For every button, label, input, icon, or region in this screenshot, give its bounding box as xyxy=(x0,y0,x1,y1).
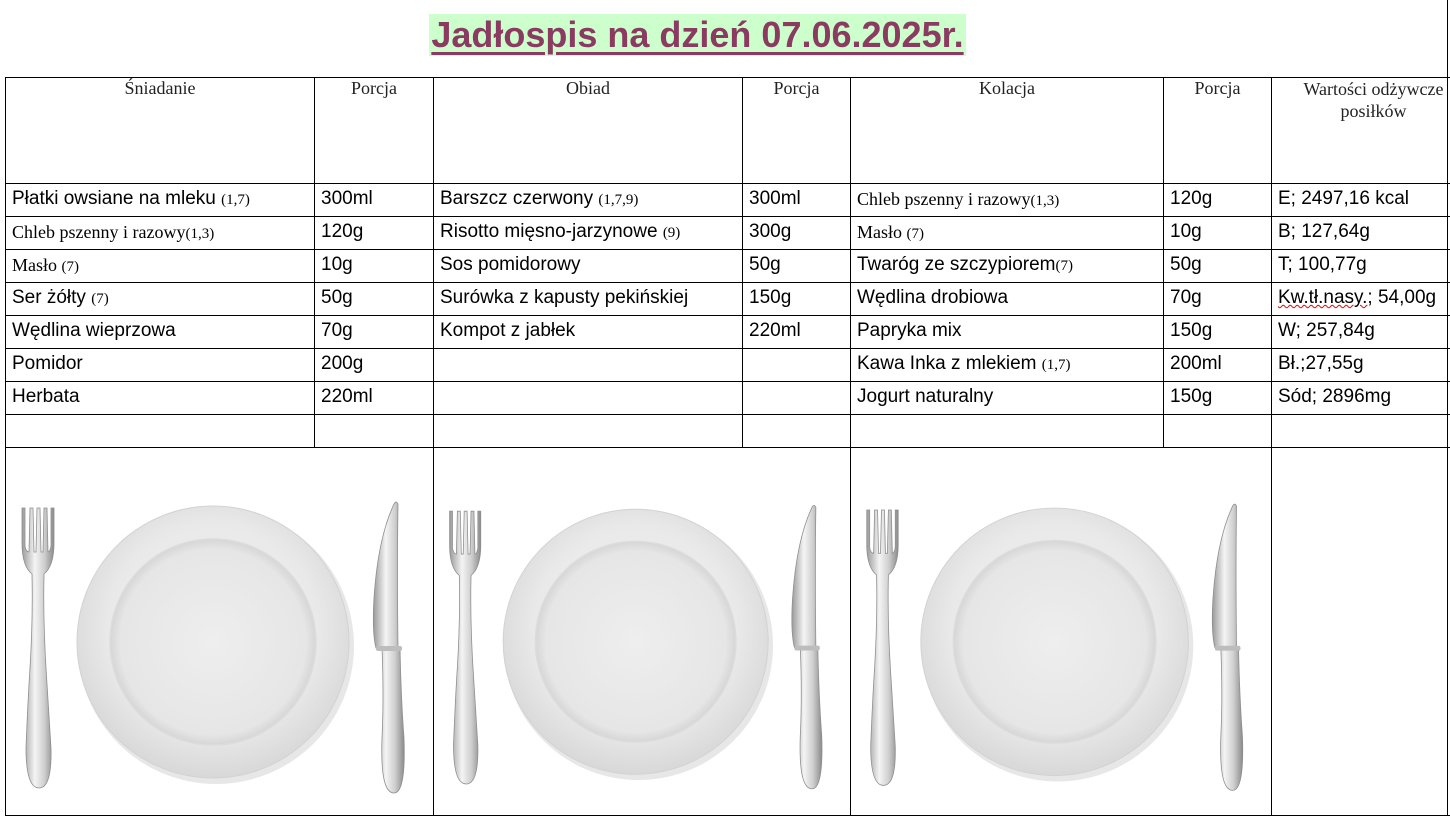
breakfast-portion: 10g xyxy=(315,250,434,283)
allergens: (7) xyxy=(906,226,924,242)
allergens: (1,3) xyxy=(1030,193,1060,209)
nutrition-value: Bł.;27,55g xyxy=(1272,349,1450,382)
header-portion: Porcja xyxy=(315,78,434,184)
lunch-portion xyxy=(743,382,851,415)
table-row-empty xyxy=(6,415,1450,448)
dinner-item xyxy=(851,316,1164,349)
dish-name: Masło xyxy=(12,255,57,275)
empty-cell xyxy=(1272,415,1450,448)
plate-fork-knife-image xyxy=(434,448,849,815)
breakfast-item xyxy=(6,217,315,250)
table-row xyxy=(6,283,1450,316)
breakfast-portion: 220ml xyxy=(315,382,434,415)
lunch-portion: 300g xyxy=(743,217,851,250)
nutrition-value xyxy=(1272,283,1450,316)
table-row xyxy=(6,217,1450,250)
page-title: Jadłospis na dzień 07.06.2025r. xyxy=(431,14,964,55)
dish-name: Chleb pszenny i razowy xyxy=(12,222,186,242)
breakfast-item xyxy=(6,382,315,415)
dinner-item xyxy=(851,382,1164,415)
table-row xyxy=(6,382,1450,415)
dish-name: Barszcz czerwony xyxy=(440,188,594,209)
dish-name: Chleb pszenny i razowy xyxy=(857,189,1031,209)
lunch-item xyxy=(434,217,743,250)
breakfast-portion: 200g xyxy=(315,349,434,382)
dish-name: Wędlina drobiowa xyxy=(857,287,1009,308)
dish-name: Płatki owsiane na mleku xyxy=(12,188,216,209)
allergens: (1,7) xyxy=(221,192,250,208)
lunch-portion: 300ml xyxy=(743,184,851,217)
empty-cell xyxy=(6,415,315,448)
dish-name: Twaróg ze szczypiorem xyxy=(857,254,1056,275)
plate-setting-image xyxy=(851,448,1271,815)
header-nutrition: Wartości odżywcze posiłków xyxy=(1272,78,1450,184)
lunch-item xyxy=(434,250,743,283)
lunch-item xyxy=(434,316,743,349)
empty-cell xyxy=(434,415,743,448)
nutrition-image-cell xyxy=(1272,448,1450,816)
dish-name: Kompot z jabłek xyxy=(440,320,576,341)
table-row xyxy=(6,349,1450,382)
allergens: (7) xyxy=(61,259,79,275)
dinner-image-cell xyxy=(851,448,1272,816)
table-row xyxy=(6,250,1450,283)
nutrition-value: W; 257,84g xyxy=(1272,316,1450,349)
breakfast-image-cell xyxy=(6,448,434,816)
dinner-portion: 150g xyxy=(1164,316,1272,349)
dish-name: Ser żółty xyxy=(12,287,86,308)
plate-fork-knife-image xyxy=(851,448,1270,815)
allergens: (9) xyxy=(662,225,681,241)
allergens: (7) xyxy=(1055,258,1074,274)
lunch-item xyxy=(434,283,743,316)
header-row xyxy=(6,78,1450,184)
dinner-portion: 10g xyxy=(1164,217,1272,250)
table-row xyxy=(6,316,1450,349)
dish-name: Sos pomidorowy xyxy=(440,254,581,275)
header-portion: Porcja xyxy=(1164,78,1272,184)
dish-name: Papryka mix xyxy=(857,320,962,341)
nutrition-value: T; 100,77g xyxy=(1272,250,1450,283)
breakfast-item xyxy=(6,250,315,283)
dinner-portion: 70g xyxy=(1164,283,1272,316)
nutrition-value: B; 127,64g xyxy=(1272,217,1450,250)
lunch-portion xyxy=(743,349,851,382)
header-lunch: Obiad xyxy=(434,78,743,184)
nutrition-label: Kw.tł.nasy. xyxy=(1278,287,1368,308)
nutrition-value: Sód; 2896mg xyxy=(1272,382,1450,415)
title-wrapper xyxy=(0,14,1395,56)
dish-name: Herbata xyxy=(12,386,80,407)
breakfast-portion: 120g xyxy=(315,217,434,250)
allergens: (1,7,9) xyxy=(598,192,639,208)
breakfast-item xyxy=(6,184,315,217)
dish-name: Risotto mięsno-jarzynowe xyxy=(440,221,658,242)
plate-fork-knife-image xyxy=(6,448,432,815)
lunch-portion: 150g xyxy=(743,283,851,316)
image-row xyxy=(6,448,1450,816)
dish-name: Masło xyxy=(857,222,902,242)
empty-cell xyxy=(743,415,851,448)
dinner-item xyxy=(851,349,1164,382)
lunch-item xyxy=(434,184,743,217)
allergens: (1,7) xyxy=(1041,357,1071,373)
plate-setting-image xyxy=(434,448,850,815)
lunch-portion: 50g xyxy=(743,250,851,283)
dinner-item xyxy=(851,283,1164,316)
table-row xyxy=(6,184,1450,217)
dinner-item xyxy=(851,250,1164,283)
breakfast-item xyxy=(6,316,315,349)
page-edge-line xyxy=(1447,0,1448,816)
breakfast-portion: 300ml xyxy=(315,184,434,217)
empty-cell xyxy=(851,415,1164,448)
dinner-item xyxy=(851,217,1164,250)
header-breakfast: Śniadanie xyxy=(6,78,315,184)
lunch-item xyxy=(434,349,743,382)
breakfast-portion: 50g xyxy=(315,283,434,316)
dinner-item xyxy=(851,184,1164,217)
nutrition-value: E; 2497,16 kcal xyxy=(1272,184,1450,217)
dish-name: Wędlina wieprzowa xyxy=(12,320,176,341)
dinner-portion: 50g xyxy=(1164,250,1272,283)
lunch-image-cell xyxy=(434,448,851,816)
dish-name: Surówka z kapusty pekińskiej xyxy=(440,287,689,308)
dish-name: Kawa Inka z mlekiem xyxy=(857,353,1037,374)
breakfast-item xyxy=(6,349,315,382)
breakfast-item xyxy=(6,283,315,316)
plate-setting-image xyxy=(6,448,433,815)
lunch-item xyxy=(434,382,743,415)
dinner-portion: 120g xyxy=(1164,184,1272,217)
allergens: (7) xyxy=(91,291,109,307)
empty-cell xyxy=(315,415,434,448)
menu-table xyxy=(5,77,1450,816)
dinner-portion: 150g xyxy=(1164,382,1272,415)
empty-cell xyxy=(1164,415,1272,448)
header-dinner: Kolacja xyxy=(851,78,1164,184)
nutrition-amount: ; 54,00g xyxy=(1367,287,1437,308)
dish-name: Pomidor xyxy=(12,353,83,374)
header-portion: Porcja xyxy=(743,78,851,184)
dish-name: Jogurt naturalny xyxy=(857,386,994,407)
lunch-portion: 220ml xyxy=(743,316,851,349)
dinner-portion: 200ml xyxy=(1164,349,1272,382)
breakfast-portion: 70g xyxy=(315,316,434,349)
allergens: (1,3) xyxy=(185,226,215,242)
